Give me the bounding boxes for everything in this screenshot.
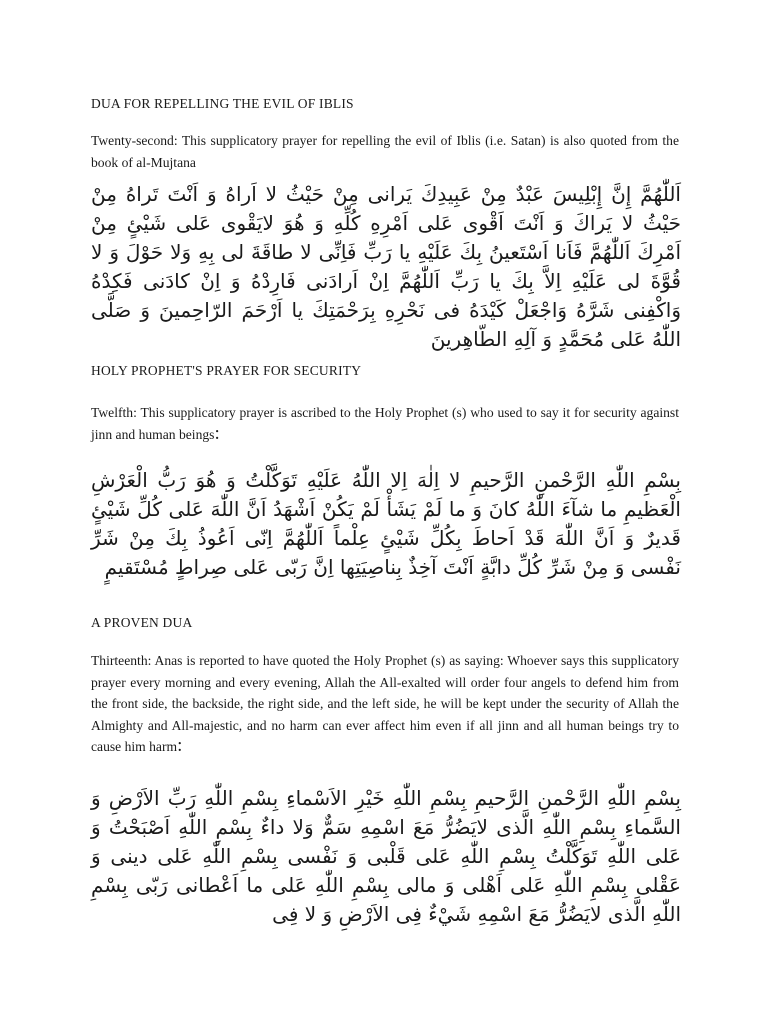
arabic-dua-proven: بِسْمِ اللّٰهِ الرَّحْمنِ الرَّحيمِ بِسْمِ اللّٰهِ خَيْرِ الاَسْماءِ بِسْمِ اللّٰهِ رَبِّ الاَرْضِ وَ السَّماءِ بِسْمِ اللّٰهِ الَّذى لايَضُرُّ مَعَ اسْمِهِ سَمٌّ وَلا داءٌ بِسْمِ اللّٰهِ اَصْبَحْتُ وَ عَلى اللّٰهِ تَوَكَّلْتُ بِسْمِ اللّٰهِ عَلى قَلْبى وَ نَفْسى بِسْمِ اللّٰهِ عَلى دينى وَ عَقْلى بِسْمِ اللّٰهِ عَلى اَهْلى وَ مالى بِسْمِ اللّٰهِ عَلى ما اَعْطانى رَبّى بِسْمِ اللّٰهِ الَّذى لايَضُرُّ مَعَ اسْمِهِ شَيْءٌ فِى الاَرْضِ وَ لا فِى <box>91 786 681 926</box>
arabic-dua-security: بِسْمِ اللّٰهِ الرَّحْمنِ الرَّحيمِ لا اِلٰهَ اِلا اللّٰهُ عَلَيْهِ تَوَكَّلْتُ وَ هُوَ رَبُّ الْعَرْشِ الْعَظيمِ ما شآءَ اللّٰهُ كانَ وَ ما لَمْ يَشَأْ لَمْ يَكُنْ اَشْهَدُ اَنَّ اللّٰهَ عَلى كُلِّ شَيْئٍ قَديرٌ وَ اَنَّ اللّٰهَ قَدْ اَحاطَ بِكُلِّ شَيْئٍ عِلْماً اَللّٰهُمَّ اِنّى اَعُوذُ بِكَ مِنْ شَرِّ نَفْسى وَ مِنْ شَرِّ كُلِّ دابَّةٍ اَنْتَ آخِذٌ بِناصِيَتِها اِنَّ رَبّى عَلى صِراطٍ مُسْتَقيمٍ <box>91 468 681 579</box>
section-description-proven-dua: Thirteenth: Anas is reported to have quoted the Holy Prophet (s) as saying: Whoever says this supplicatory prayer every morning and every evening, Allah the All-exalted will order four angels to defend him from the front side, the backside, the right side, and the left side, he will be kept under the security of Allah the Almighty and All-majestic, and no harm can ever affect him even if all jinn and all human beings try to cause him harm <box>91 653 679 754</box>
colon-mark: : <box>214 422 220 444</box>
arabic-dua-iblis: اَللّٰهُمَّ إِنَّ إِبْلِيسَ عَبْدٌ مِنْ عَبِيدِكَ يَرانى مِنْ حَيْثُ لا اَراهُ وَ اَنْتَ تَراهُ مِنْ حَيْثُ لا يَراكَ وَ اَنْتَ اَقْوى عَلى اَمْرِهِ كُلِّهِ وَ هُوَ لايَقْوى عَلى شَيْئٍ مِنْ اَمْرِكَ اَللّٰهُمَّ فَاَنا اَسْتَعينُ بِكَ عَلَيْهِ يا رَبِّ فَاِنِّى لا طاقَةَ لى بِهِ وَلا حَوْلَ وَ لا قُوَّةَ لى عَلَيْهِ اِلاَّ بِكَ يا رَبِّ اَللّٰهُمَّ اِنْ اَرادَنى فَارِدْهُ وَ اِنْ كادَنى فَكِدْهُ وَاكْفِنى شَرَّهُ وَاجْعَلْ كَيْدَهُ فى نَحْرِهِ بِرَحْمَتِكَ يا اَرْحَمَ الرّاحِمينَ وَ صَلَّى اللّٰهُ عَلى مُحَمَّدٍ وَ آلِهِ الطّاهِرينَ <box>91 182 681 351</box>
colon-mark: : <box>177 735 183 756</box>
section-description-security: Twelfth: This supplicatory prayer is ascribed to the Holy Prophet (s) who used to say it for security against jinn and human beings <box>91 405 679 442</box>
section-description-security-block <box>91 402 679 445</box>
section-heading-proven-dua: A PROVEN DUA <box>91 615 193 630</box>
section-description-proven-dua-block <box>91 650 679 758</box>
section-heading-security: HOLY PROPHET'S PRAYER FOR SECURITY <box>91 363 362 378</box>
section-description-iblis: Twenty-second: This supplicatory prayer for repelling the evil of Iblis (i.e. Satan) is also quoted from the book of al-Mujtana <box>91 133 679 170</box>
section-heading-iblis: DUA FOR REPELLING THE EVIL OF IBLIS <box>91 96 354 111</box>
